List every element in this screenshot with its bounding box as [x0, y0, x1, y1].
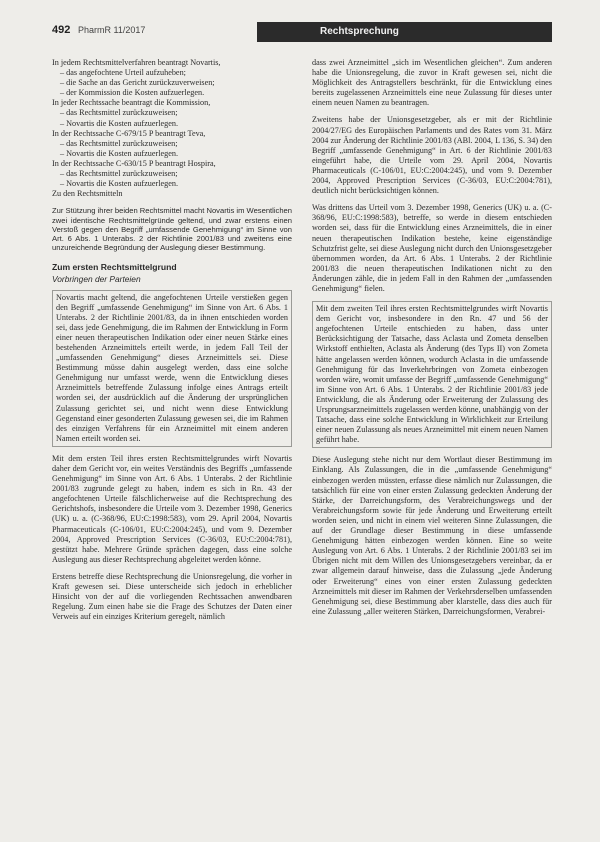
intro-line: – Novartis die Kosten aufzuerlegen. [60, 148, 178, 158]
intro-line: – das Rechtsmittel zurückzuweisen; [60, 138, 178, 148]
body-paragraph: Zweitens habe der Unionsgesetzgeber, als er mit der Richtlinie 2004/27/EG des Europäischen Parlaments und des Rates vom 31. März 2004 zur Änderung der Richtlinie 2001/83 (ABl. 2004, L 136, S. 34) den Begriff „umfassende Genehmigung“ in Art. 6 der Richtlinie 2001/83 eingeführt habe, die Urteile vom 29. April 2004, Novartis Pharmaceuticals (C-106/01, EU:C:2004:245), und vom 9. Dezember 2004, Approved Prescription Services (C-36/03, EU:C:2004:781), deutlich nicht berücksichtigen können. [312, 115, 552, 196]
intro-line: – das Rechtsmittel zurückzuweisen; [60, 169, 178, 179]
right-column [312, 58, 552, 624]
intro-line: In der Rechtssache C-679/15 P beantragt Teva, [52, 128, 206, 138]
intro-line: – das angefochtene Urteil aufzuheben; [60, 68, 186, 78]
left-column [52, 58, 292, 629]
section-title: Rechtsprechung [320, 26, 399, 37]
intro-line: – das Rechtsmittel zurückzuweisen; [60, 108, 178, 118]
body-paragraph: Novartis macht geltend, die angefochtenen Urteile verstießen gegen den Begriff „umfassende Genehmigung“ im Sinne von Art. 6 Abs. 1 Unterabs. 2 der Richtlinie 2001/83, da in ihnen entschieden worden sei, dass jede Genehmigung, die im Rahmen der Entwicklung in Form einer neuen therapeutischen Indikation oder einer neuen Stärke eines bestehenden Arzneimittels erteilt werde, in jedem Fall Teil der „umfassenden Genehmigung“ dieses Arzneimittels sei. Diese Bestimmung müsse dahin ausgelegt werden, dass eine solche Genehmigung nur umfasst werde, wenn die Entwicklung dieses Arzneimittels betreffende Zulassung infolge eines Antrags erteilt worden sei, der ausdrücklich auf die Änderung der ursprünglichen Zulassung gerichtet sei, und nicht wenn diese Entwicklung Gegenstand einer gesonderten Zulassung gewesen sei, die im Rahmen des einzigen Verfahrens für ein Arzneimittel mit einem anderen Namen erteilt worden sei. [52, 290, 292, 447]
body-paragraph: Mit dem ersten Teil ihres ersten Rechtsmittelgrundes wirft Novartis daher dem Gericht vor, ein weites Verständnis des Begriffs „umfassende Genehmigung“ im Sinne von Art. 6 Abs. 1 Unterabs. 2 der Richtlinie 2001/83 zugrunde gelegt zu haben, indem es sich in Rn. 43 der angefochtenen Urteile fälschlicherweise auf die Rechtsprechung des Gerichtshofs, insbesondere die Urteile vom 3. Dezember 1998, Generics (UK) u. a. (C-368/96, EU:C:1998:583), vom 29. April 2004, Novartis Pharmaceuticals (C-106/01, EU:C:2004:245), und vom 9. Dezember 2004, Approved Prescription Services (C-36/03, EU:C:2004:781), gestützt habe. Mehrere Gründe sprächen dagegen, dass eine solche Auslegung aus dieser Rechtsprechung abgeleitet werden könne. [52, 453, 292, 564]
intro-line: – die Sache an das Gericht zurückzuverweisen; [60, 78, 215, 88]
body-paragraph: dass zwei Arzneimittel „sich im Wesentlichen gleichen“. Zum anderen habe die Unionsregelung, die zuvor in Kraft gewesen sei, nicht die Möglichkeit des Antragstellers beschränkt, für die Entwicklung eines bereits zugelassenen Arzneimittels eine neue Zulassung für dieses unter einem neuen Namen zu beantragen. [312, 58, 552, 108]
intro-line: In jeder Rechtssache beantragt die Kommission, [52, 98, 211, 108]
page-header [52, 22, 552, 44]
intro-line: – der Kommission die Kosten aufzuerlegen. [60, 88, 205, 98]
journal-reference: PharmR 11/2017 [78, 25, 146, 35]
body-paragraph: Diese Auslegung stehe nicht nur dem Wortlaut dieser Bestimmung im Einklang. Als Zulassungen, die in die „umfassende Genehmigung“ einbezogen werden müssten, erfasse diese nämlich nur Zulassungen, die tatsächlich für eine von einer ersten Zulassung gedeckten Änderung der Stärke, der Darreichungsform, des Verabreichungswegs und der Verabreichungsform sowie für jede Änderung und Erweiterung erteilt worden seien, und nicht in einem viel weiteren Sinne Zulassungen, die auf der Grundlage dieser Bestimmung in diese umfassende Genehmigung hätten einbezogen werden können. Eine so weite Auslegung von Art. 6 Abs. 1 Unterabs. 2 der Richtlinie 2001/83 sei im Übrigen nicht mit dem Willen des Unionsgesetzgebers vereinbar, da er zwar allgemein darauf hinweise, dass die Zulassung „jede Änderung oder Erweiterung“ eines von einer ersten Zulassung gedeckten Arzneimittels mit dieser im Rahmen der Verkehrsderselben umfassenden Genehmigung sei, diese Bestimmung aber klarstelle, dass dies auch für eine Zulassung „aller weiteren Stärken, Darreichungsformen, Verabrei- [312, 455, 552, 616]
section-bar [257, 22, 552, 42]
summary-paragraph: Zur Stützung ihrer beiden Rechtsmittel macht Novartis im Wesentlichen zwei identische Rechtsmittelgründe geltend, und zwar erstens einen Verstoß gegen den Begriff „umfassende Genehmigung“ im Sinne von Art. 6 Abs. 1 Unterabs. 2 der Richtlinie 2001/83 und zweitens eine unzureichende Begründung der Auslegung dieser Bestimmung. [52, 206, 293, 253]
section-subheading: Vorbringen der Parteien [52, 274, 141, 285]
intro-line: – Novartis die Kosten aufzuerlegen. [60, 118, 178, 128]
intro-line: In jedem Rechtsmittelverfahren beantragt Novartis, [52, 58, 221, 67]
page-number: 492 [52, 24, 71, 36]
body-paragraph: Erstens betreffe diese Rechtsprechung die Unionsregelung, die vorher in Kraft gewesen sei. Diese unterscheide sich jedoch in erheblicher Hinsicht von der auf die vorliegenden Rechtssachen anwendbaren Regelung. Zum einen habe sie die Frage des Schutzes der Daten einer Verweis auf ein einziges Kriterium geregelt, nämlich [52, 571, 292, 622]
body-paragraph: Was drittens das Urteil vom 3. Dezember 1998, Generics (UK) u. a. (C-368/96, EU:C:1998:583), betreffe, so werde in diesem entschieden worden sei, dass für die Entwicklung eines Arzneimittels, die in einer neuen therapeutischen Indikation bestehe, keine eigenständige Schutzfrist gelte, sei diese Auslegung nicht durch den Unionsgesetzgeber übernommen worden, da Art. 6 Abs. 1 Unterabs. 2 der Richtlinie 2001/83 die neuen therapeutischen Indikationen nicht zu den Änderungen zähle, die in jedem Fall in den Rahmen der „umfassenden Genehmigung“ fielen. [312, 203, 552, 293]
intro-block [52, 58, 292, 199]
section-heading: Zum ersten Rechtsmittelgrund [52, 262, 177, 273]
intro-line: – Novartis die Kosten aufzuerlegen. [60, 179, 178, 189]
intro-line: In der Rechtssache C-630/15 P beantragt Hospira, [52, 158, 216, 168]
intro-line: Zu den Rechtsmitteln [52, 189, 123, 199]
body-paragraph: Mit dem zweiten Teil ihres ersten Rechtsmittelgrundes wirft Novartis dem Gericht vor, insbesondere in den Rn. 47 und 56 der angefochtenen Urteile entschieden zu haben, dass unter Berücksichtigung der Tatsache, dass Aclasta und Zometa denselben Wirkstoff enthielten, Aclasta als Änderung (des Typs II) von Zometa hätte angelassen werden können, wodurch Aclasta in die umfassende Genehmigung für das Inverkehrbringen von Zometa einbezogen worden wäre, womit umfasse der Begriff „umfassende Genehmigung“ im Sinne von Art. 6 Abs. 1 Unterabs. 2 der Richtlinie 2001/83 jede Entwicklung, die als Änderung oder Erweiterung der Zulassung des Ursprungsarzneimittels zugelassen werden könne, unabhängig von der Tatsache, dass eine solche Entwicklung in Wirklichkeit zur Erteilung einer neuen Zulassung als neues Arzneimittel mit einem neuen Namen geführt habe. [312, 301, 552, 448]
